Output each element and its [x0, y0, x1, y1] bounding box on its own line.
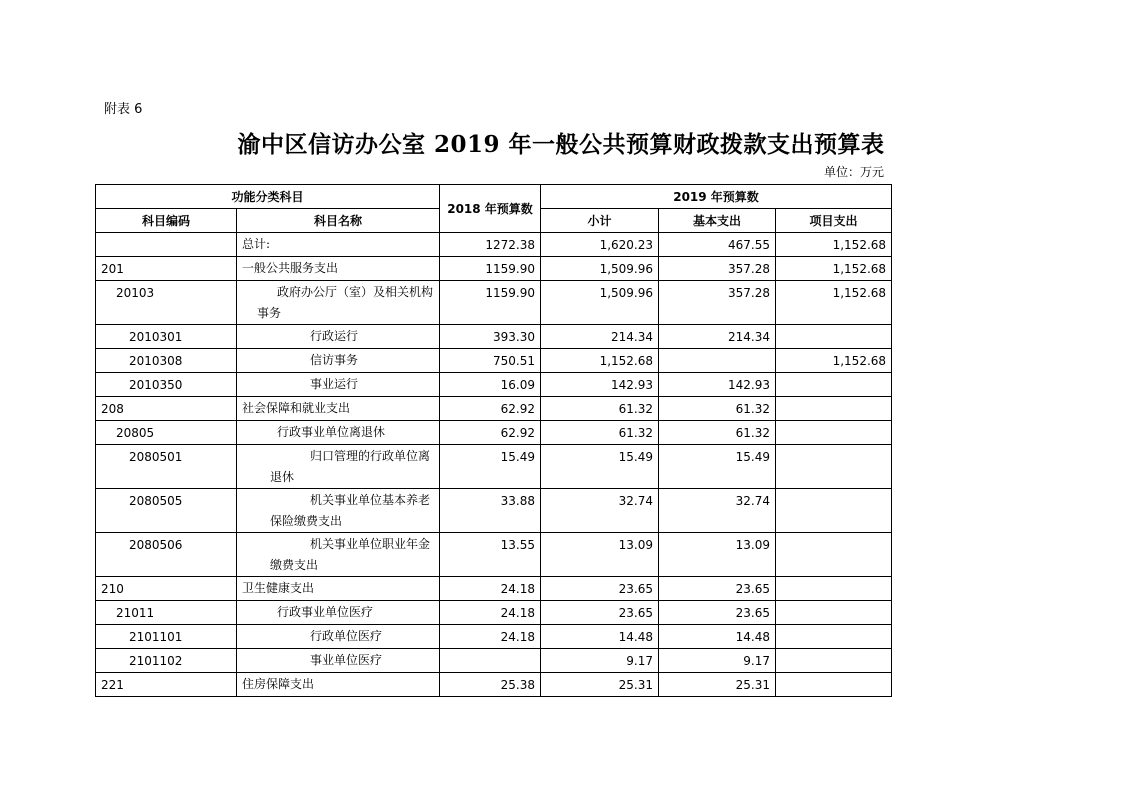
cell-code: 20103: [96, 281, 237, 325]
cell-project: [776, 601, 892, 625]
cell-basic: 15.49: [659, 445, 776, 489]
cell-project: [776, 577, 892, 601]
header-2018-budget: 2018 年预算数: [440, 185, 541, 233]
table-row: [96, 649, 892, 673]
table-row: [96, 421, 892, 445]
cell-code: [96, 233, 237, 257]
header-2019-budget-group: 2019 年预算数: [541, 185, 892, 209]
cell-subtotal: 23.65: [541, 577, 659, 601]
cell-name: 一般公共服务支出: [237, 257, 440, 281]
table-row: [96, 349, 892, 373]
cell-2018-budget: 62.92: [440, 397, 541, 421]
header-name: 科目名称: [237, 209, 440, 233]
cell-code: 2010308: [96, 349, 237, 373]
cell-subtotal: 1,509.96: [541, 281, 659, 325]
cell-subtotal: 9.17: [541, 649, 659, 673]
table-row: [96, 257, 892, 281]
cell-code: 201: [96, 257, 237, 281]
cell-basic: 357.28: [659, 281, 776, 325]
cell-basic: 13.09: [659, 533, 776, 577]
table-row: [96, 281, 892, 325]
cell-code: 221: [96, 673, 237, 697]
cell-name: 行政运行: [237, 325, 440, 349]
cell-2018-budget: 15.49: [440, 445, 541, 489]
cell-2018-budget: 33.88: [440, 489, 541, 533]
cell-code: 20805: [96, 421, 237, 445]
table-row: [96, 325, 892, 349]
cell-project: [776, 373, 892, 397]
cell-project: [776, 625, 892, 649]
table-row: [96, 233, 892, 257]
cell-basic: [659, 349, 776, 373]
cell-subtotal: 1,509.96: [541, 257, 659, 281]
cell-2018-budget: 1272.38: [440, 233, 541, 257]
table-row: [96, 673, 892, 697]
cell-code: 21011: [96, 601, 237, 625]
table-row: [96, 601, 892, 625]
header-project: 项目支出: [776, 209, 892, 233]
cell-code: 2101102: [96, 649, 237, 673]
cell-project: [776, 533, 892, 577]
cell-project: [776, 673, 892, 697]
cell-code: 210: [96, 577, 237, 601]
cell-code: 2080505: [96, 489, 237, 533]
cell-name: 社会保障和就业支出: [237, 397, 440, 421]
cell-basic: 61.32: [659, 421, 776, 445]
cell-2018-budget: 25.38: [440, 673, 541, 697]
cell-basic: 23.65: [659, 577, 776, 601]
table-row: [96, 625, 892, 649]
cell-project: 1,152.68: [776, 281, 892, 325]
cell-2018-budget: 24.18: [440, 601, 541, 625]
header-code: 科目编码: [96, 209, 237, 233]
cell-basic: 23.65: [659, 601, 776, 625]
budget-table: [95, 184, 892, 697]
cell-project: 1,152.68: [776, 349, 892, 373]
cell-project: [776, 489, 892, 533]
cell-name: 政府办公厅（室）及相关机构事务: [237, 281, 440, 325]
cell-basic: 357.28: [659, 257, 776, 281]
cell-2018-budget: 13.55: [440, 533, 541, 577]
cell-subtotal: 142.93: [541, 373, 659, 397]
cell-2018-budget: 750.51: [440, 349, 541, 373]
table-row: [96, 577, 892, 601]
cell-name: 行政事业单位医疗: [237, 601, 440, 625]
cell-basic: 32.74: [659, 489, 776, 533]
cell-subtotal: 14.48: [541, 625, 659, 649]
cell-2018-budget: 62.92: [440, 421, 541, 445]
cell-code: 2010301: [96, 325, 237, 349]
cell-project: [776, 421, 892, 445]
cell-basic: 214.34: [659, 325, 776, 349]
cell-name: 总计:: [237, 233, 440, 257]
table-row: [96, 445, 892, 489]
cell-subtotal: 1,152.68: [541, 349, 659, 373]
cell-basic: 25.31: [659, 673, 776, 697]
attachment-label: 附表 6: [104, 102, 143, 117]
header-subtotal: 小计: [541, 209, 659, 233]
cell-basic: 14.48: [659, 625, 776, 649]
cell-basic: 467.55: [659, 233, 776, 257]
cell-name: 信访事务: [237, 349, 440, 373]
cell-subtotal: 13.09: [541, 533, 659, 577]
table-row: [96, 397, 892, 421]
cell-subtotal: 25.31: [541, 673, 659, 697]
cell-name: 事业运行: [237, 373, 440, 397]
cell-name: 住房保障支出: [237, 673, 440, 697]
cell-code: 2080501: [96, 445, 237, 489]
cell-name: 行政事业单位离退休: [237, 421, 440, 445]
cell-name: 归口管理的行政单位离退休: [237, 445, 440, 489]
cell-subtotal: 61.32: [541, 421, 659, 445]
cell-basic: 61.32: [659, 397, 776, 421]
table-row: [96, 489, 892, 533]
cell-2018-budget: [440, 649, 541, 673]
table-row: [96, 373, 892, 397]
cell-code: 2101101: [96, 625, 237, 649]
cell-name: 事业单位医疗: [237, 649, 440, 673]
cell-subtotal: 1,620.23: [541, 233, 659, 257]
cell-subtotal: 32.74: [541, 489, 659, 533]
cell-project: 1,152.68: [776, 257, 892, 281]
cell-subtotal: 214.34: [541, 325, 659, 349]
cell-code: 2080506: [96, 533, 237, 577]
table-body: [96, 233, 892, 697]
cell-basic: 9.17: [659, 649, 776, 673]
header-basic: 基本支出: [659, 209, 776, 233]
cell-project: 1,152.68: [776, 233, 892, 257]
table-header: [96, 185, 892, 233]
cell-project: [776, 649, 892, 673]
cell-subtotal: 23.65: [541, 601, 659, 625]
page-title: 渝中区信访办公室 2019 年一般公共预算财政拨款支出预算表: [237, 131, 885, 158]
cell-code: 208: [96, 397, 237, 421]
cell-2018-budget: 393.30: [440, 325, 541, 349]
header-functional-group: 功能分类科目: [96, 185, 440, 209]
cell-2018-budget: 24.18: [440, 577, 541, 601]
cell-project: [776, 445, 892, 489]
cell-project: [776, 325, 892, 349]
cell-name: 机关事业单位职业年金缴费支出: [237, 533, 440, 577]
cell-2018-budget: 16.09: [440, 373, 541, 397]
cell-code: 2010350: [96, 373, 237, 397]
table-row: [96, 533, 892, 577]
cell-project: [776, 397, 892, 421]
cell-2018-budget: 1159.90: [440, 257, 541, 281]
cell-basic: 142.93: [659, 373, 776, 397]
cell-name: 卫生健康支出: [237, 577, 440, 601]
cell-subtotal: 15.49: [541, 445, 659, 489]
unit-label: 单位：万元: [823, 165, 884, 179]
cell-name: 行政单位医疗: [237, 625, 440, 649]
cell-name: 机关事业单位基本养老保险缴费支出: [237, 489, 440, 533]
cell-2018-budget: 1159.90: [440, 281, 541, 325]
cell-subtotal: 61.32: [541, 397, 659, 421]
cell-2018-budget: 24.18: [440, 625, 541, 649]
